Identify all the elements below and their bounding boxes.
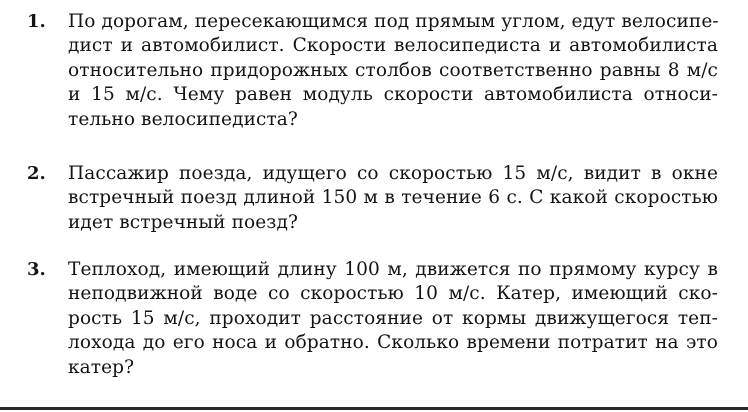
problem-number: 3. [27, 259, 46, 280]
text-line: неподвижной воде со скоростью 10 м/с. Катер, имеющий ско- [68, 283, 718, 305]
text-line: относительно придорожных столбов соответственно равны 8 м/с [68, 59, 718, 81]
text-line: рость 15 м/с, проходит расстояние от кормы движущегося теп- [68, 307, 718, 329]
text-line: идет встречный поезд? [68, 211, 298, 233]
text-line: дист и автомобилист. Скорости велосипедиста и автомобилиста [68, 35, 718, 57]
text-line: и 15 м/с. Чему равен модуль скорости автомобилиста относи- [68, 84, 718, 106]
text-line: катер? [68, 356, 135, 378]
text-line: Теплоход, имеющий длину 100 м, движется по прямому курсу в [68, 259, 718, 280]
bottom-divider [0, 407, 748, 410]
text-line: Пассажир поезда, идущего со скоростью 15 м/с, видит в окне [68, 163, 718, 184]
problem-number: 2. [27, 163, 46, 184]
text-line: тельно велосипедиста? [68, 108, 298, 130]
problem-number: 1. [27, 11, 46, 32]
text-line: лохода до его носа и обратно. Сколько времени потратит на это [68, 332, 718, 354]
text-line: встречный поезд длиной 150 м в течение 6 с. С какой скоростью [68, 187, 718, 209]
problem-text [68, 258, 718, 380]
problem-text [68, 162, 718, 235]
problem-text [68, 10, 718, 132]
text-line: По дорогам, пересекающимся под прямым углом, едут велосипе- [68, 11, 719, 32]
